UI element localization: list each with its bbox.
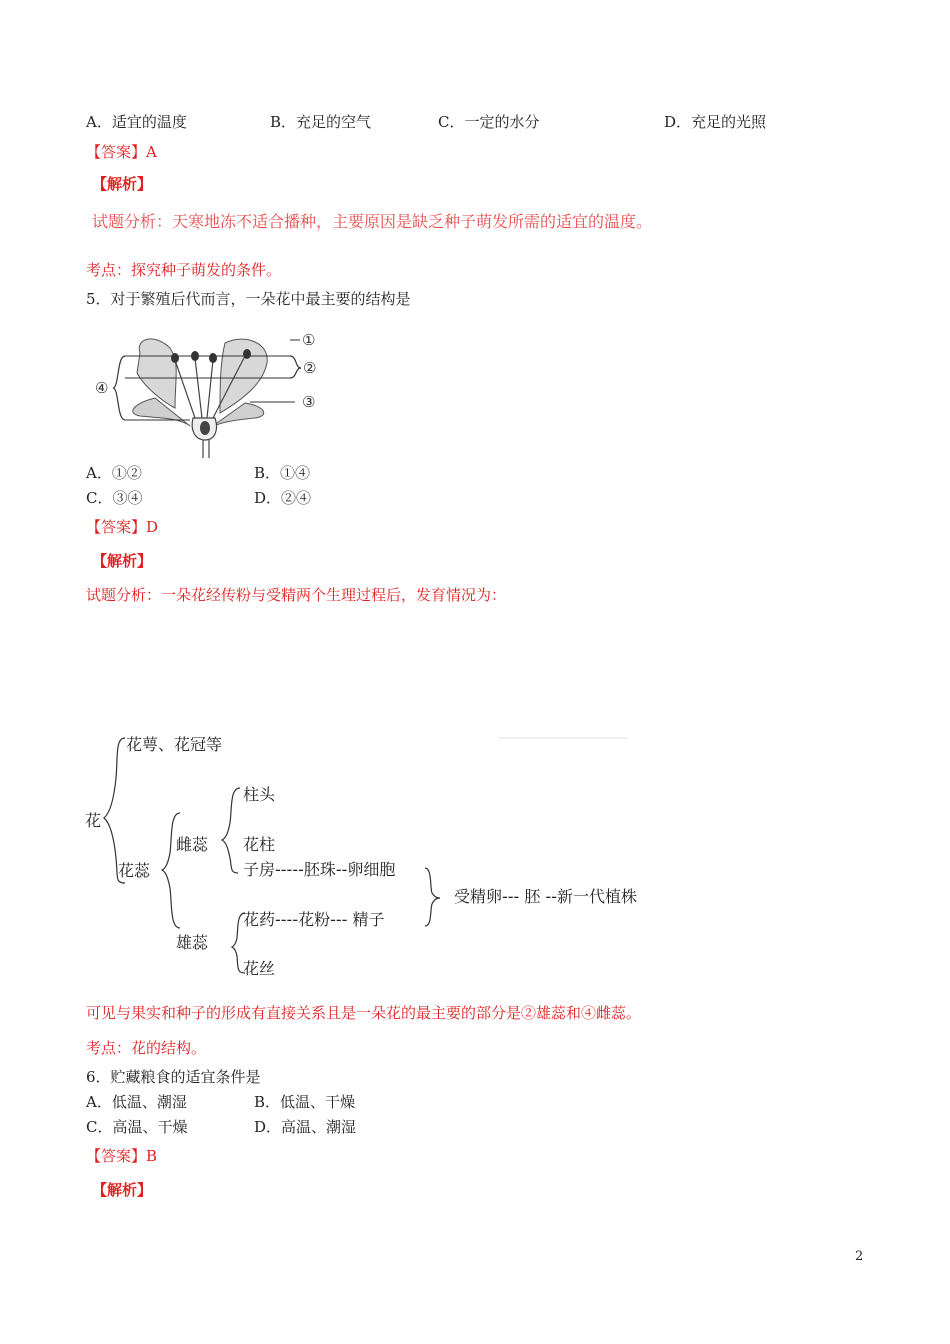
node-filament: 花丝 bbox=[243, 959, 276, 978]
node-anther-chain: 花药----花粉--- 精子 bbox=[243, 910, 385, 929]
flower-structure-figure bbox=[95, 318, 335, 463]
node-stamen: 雄蕊 bbox=[176, 933, 209, 952]
brace-2 bbox=[290, 356, 301, 378]
q5-option-b: B．①④ bbox=[254, 464, 311, 482]
q5-point: 考点：花的结构。 bbox=[86, 1039, 207, 1057]
brace-pistil bbox=[222, 788, 240, 873]
node-sepal-petal: 花萼、花冠等 bbox=[126, 735, 223, 754]
q4-analysis-text: 试题分析：天寒地冻不适合播种，主要原因是缺乏种子萌发所需的适宜的温度。 bbox=[92, 212, 653, 231]
q5-answer: 【答案】D bbox=[86, 518, 159, 536]
q4-analysis-label: 【解析】 bbox=[92, 175, 153, 193]
page-number: 2 bbox=[855, 1249, 864, 1264]
label-2: ② bbox=[303, 359, 317, 377]
brace-fertilization bbox=[425, 868, 440, 926]
right-sepal bbox=[210, 403, 264, 428]
q6-option-a: A．低温、潮湿 bbox=[86, 1093, 187, 1111]
node-stigma: 柱头 bbox=[243, 785, 276, 804]
node-result-chain: 受精卵--- 胚 --新一代植株 bbox=[454, 887, 638, 906]
node-style: 花柱 bbox=[243, 835, 276, 854]
ovule bbox=[200, 421, 210, 435]
q5-conclusion: 可见与果实和种子的形成有直接关系且是一朵花的最主要的部分是②雄蕊和④雌蕊。 bbox=[86, 1004, 642, 1022]
q4-option-c: C．一定的水分 bbox=[438, 113, 540, 131]
node-pistil: 雌蕊 bbox=[176, 835, 209, 854]
q5-option-a: A．①② bbox=[86, 464, 142, 482]
q4-option-b: B．充足的空气 bbox=[270, 113, 372, 131]
q5-question: 5．对于繁殖后代而言，一朵花中最主要的结构是 bbox=[86, 290, 411, 308]
pistil-style bbox=[195, 358, 202, 418]
q6-option-c: C．高温、干燥 bbox=[86, 1118, 188, 1136]
left-petal bbox=[137, 339, 176, 408]
label-1: ① bbox=[302, 331, 316, 349]
q4-answer: 【答案】A bbox=[86, 143, 157, 161]
q4-option-a: A．适宜的温度 bbox=[86, 113, 187, 131]
q4-option-d: D．充足的光照 bbox=[664, 113, 767, 131]
node-flower: 花 bbox=[85, 811, 102, 830]
left-sepal bbox=[133, 398, 190, 426]
label-4: ④ bbox=[95, 379, 109, 397]
q6-analysis-label: 【解析】 bbox=[92, 1181, 153, 1199]
flower-development-diagram bbox=[80, 728, 680, 988]
q6-option-b: B．低温、干燥 bbox=[254, 1093, 356, 1111]
node-ovary-chain: 子房-----胚珠--卵细胞 bbox=[243, 860, 396, 879]
q5-analysis-text: 试题分析：一朵花经传粉与受精两个生理过程后，发育情况为： bbox=[86, 586, 507, 604]
q6-answer: 【答案】B bbox=[86, 1147, 158, 1165]
q5-option-c: C．③④ bbox=[86, 489, 143, 507]
q6-option-d: D．高温、潮湿 bbox=[254, 1118, 357, 1136]
q6-question: 6．贮藏粮食的适宜条件是 bbox=[86, 1068, 261, 1086]
q4-point: 考点：探究种子萌发的条件。 bbox=[86, 261, 282, 279]
brace-stamen-pistil bbox=[162, 813, 180, 928]
q5-option-d: D．②④ bbox=[254, 489, 312, 507]
node-pistil-stamen: 花蕊 bbox=[118, 861, 151, 880]
stamen-filament-mid bbox=[207, 360, 213, 418]
stamen-filament-left bbox=[175, 360, 195, 418]
brace-4 bbox=[113, 356, 125, 420]
anther-left bbox=[171, 353, 179, 363]
anther-mid bbox=[209, 353, 217, 363]
anther-right bbox=[243, 349, 251, 359]
label-3: ③ bbox=[302, 393, 316, 411]
q5-analysis-label: 【解析】 bbox=[92, 552, 153, 570]
